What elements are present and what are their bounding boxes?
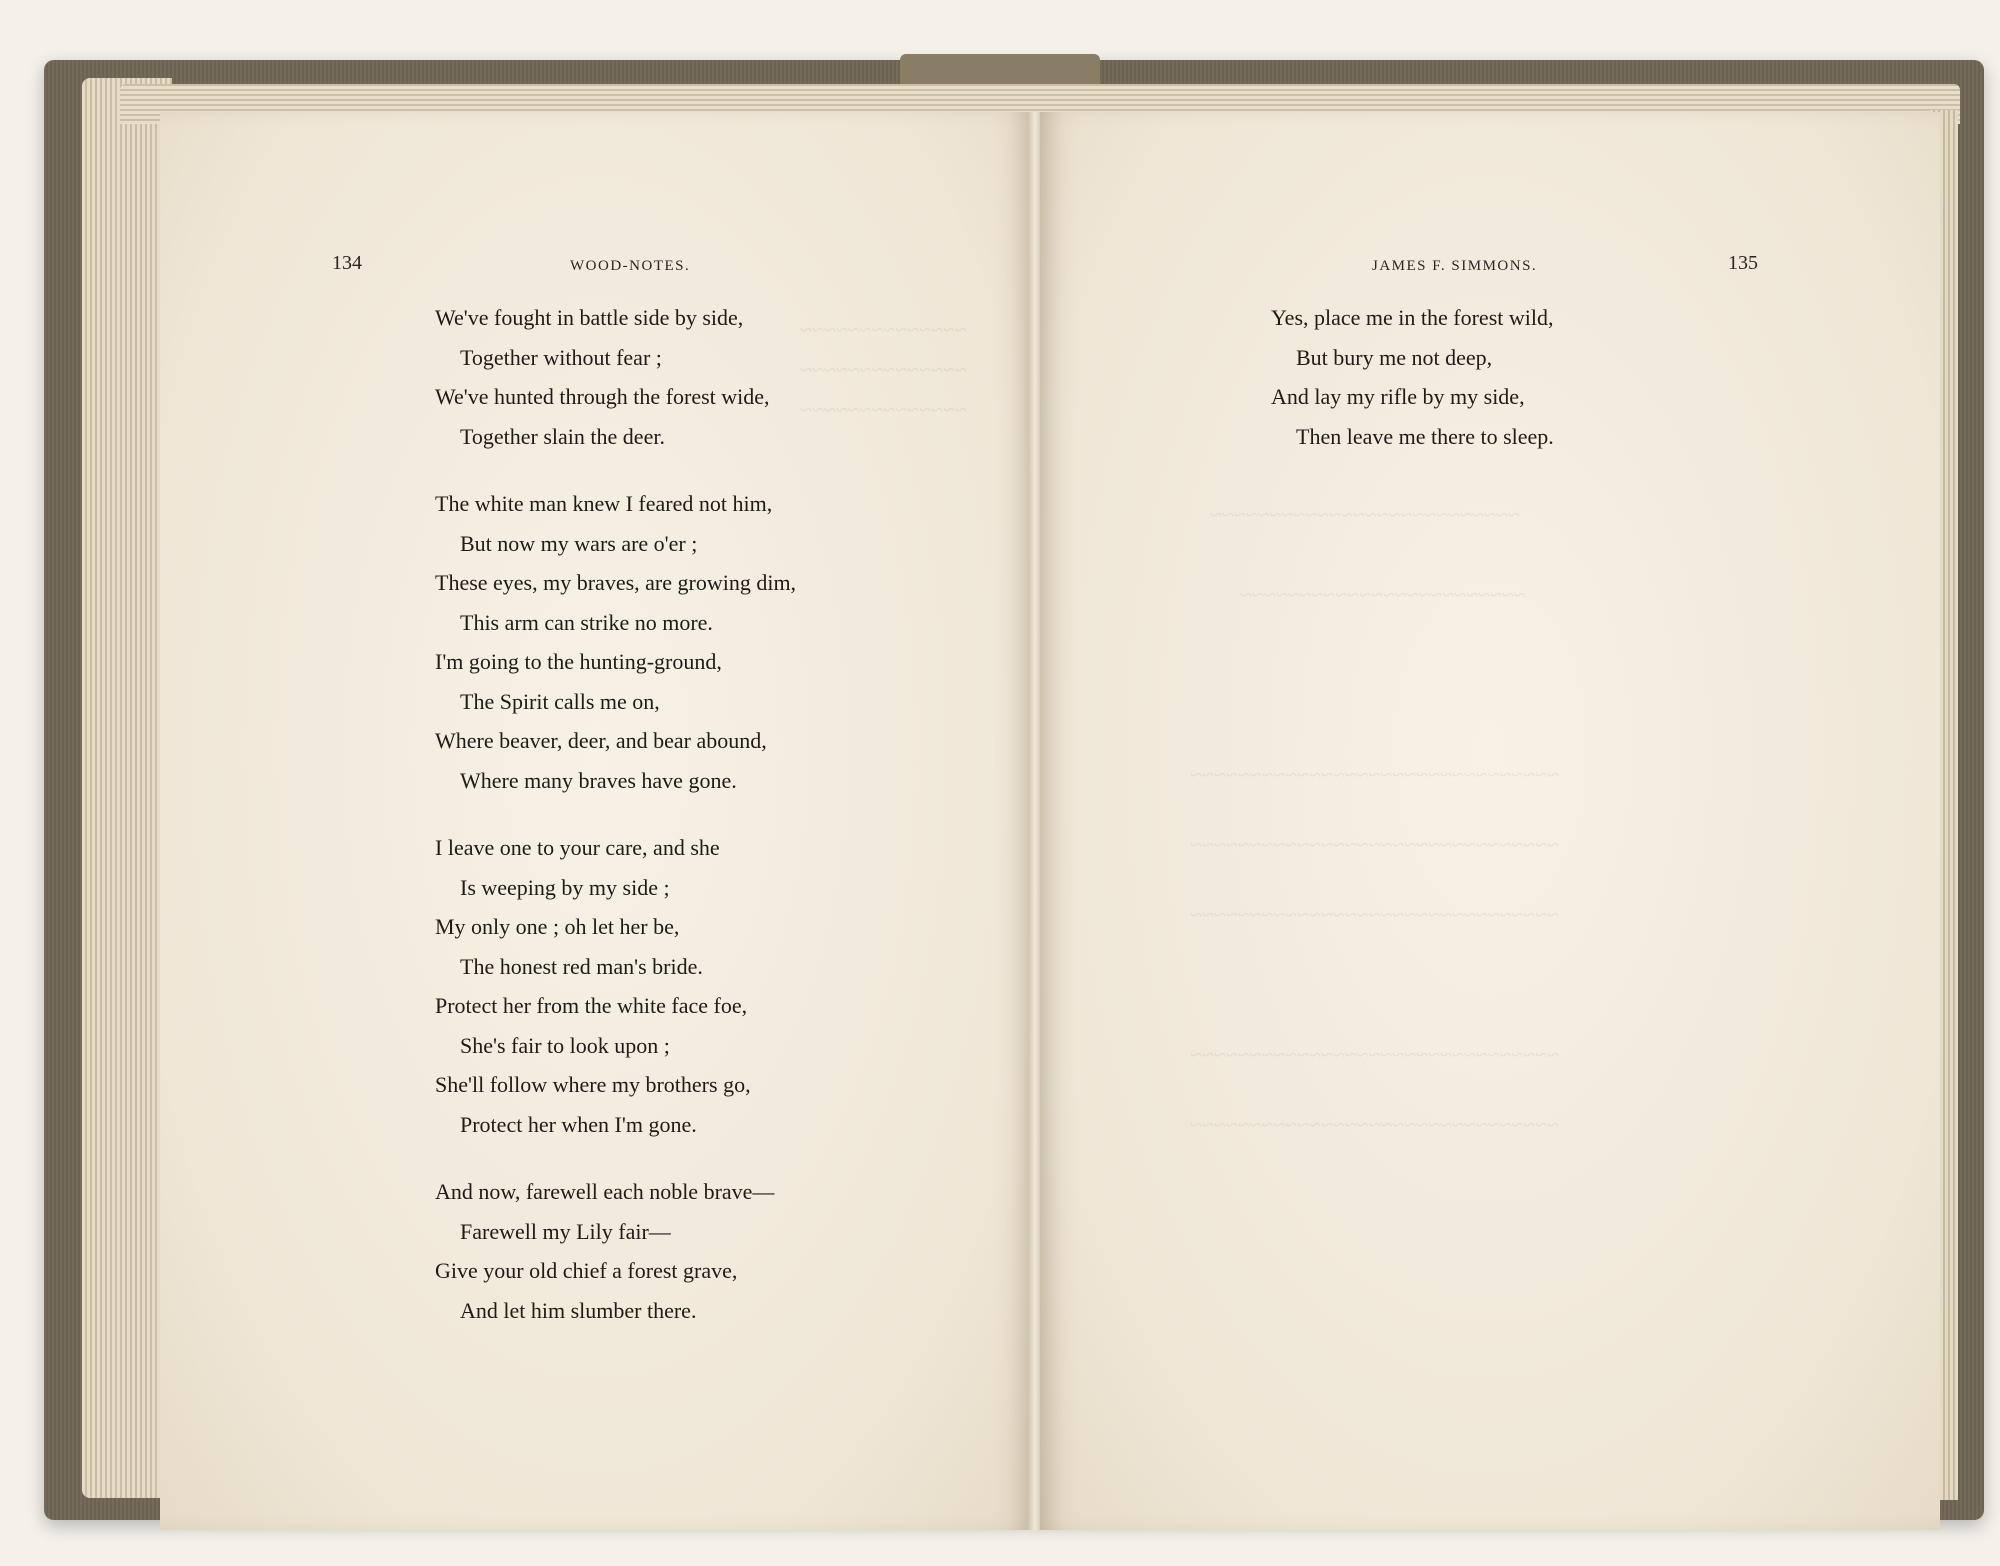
poem-line: The Spirit calls me on, bbox=[460, 688, 660, 714]
poem-line: I leave one to your care, and she bbox=[435, 835, 720, 860]
right-page bbox=[1040, 112, 1940, 1530]
bleed-through-text: ~~~~~~~~~~~~~~~~~~~~~~~~ bbox=[1240, 582, 1526, 607]
poem-line: Where many braves have gone. bbox=[460, 767, 737, 793]
bleed-through-text: ~~~~~~~~~~~~~~ bbox=[800, 357, 967, 382]
bleed-through-text: ~~~~~~~~~~~~~~~~~~~~~~~~~~~~~~~ bbox=[1190, 1042, 1559, 1067]
poem-line: Is weeping by my side ; bbox=[460, 874, 670, 900]
poem-line: And lay my rifle by my side, bbox=[1271, 384, 1525, 409]
poem-line: Farewell my Lily fair— bbox=[460, 1218, 671, 1244]
poem-line: This arm can strike no more. bbox=[460, 609, 713, 635]
poem-line: And now, farewell each noble brave— bbox=[435, 1179, 775, 1204]
poem-line: Then leave me there to sleep. bbox=[1296, 423, 1554, 449]
poem-line: We've fought in battle side by side, bbox=[435, 305, 744, 330]
poem-line: My only one ; oh let her be, bbox=[435, 914, 680, 939]
poem-line: Together without fear ; bbox=[460, 344, 662, 370]
right-page-number: 135 bbox=[1728, 252, 1758, 274]
left-running-head: WOOD-NOTES. bbox=[570, 258, 691, 274]
bleed-through-text: ~~~~~~~~~~~~~~~~~~~~~~~~~~~~~~~ bbox=[1190, 902, 1559, 927]
poem-line: Together slain the deer. bbox=[460, 423, 665, 449]
bleed-through-text: ~~~~~~~~~~~~~~ bbox=[800, 397, 967, 422]
poem-line: Yes, place me in the forest wild, bbox=[1271, 305, 1554, 330]
poem-line: But now my wars are o'er ; bbox=[460, 530, 698, 556]
poem-line: The white man knew I feared not him, bbox=[435, 491, 773, 516]
poem-line: We've hunted through the forest wide, bbox=[435, 384, 770, 409]
bleed-through-text: ~~~~~~~~~~~~~~~~~~~~~~~~~~~~~~~ bbox=[1190, 762, 1559, 787]
poem-line: She'll follow where my brothers go, bbox=[435, 1072, 751, 1097]
poem-line: But bury me not deep, bbox=[1296, 344, 1493, 370]
poem-line: Give your old chief a forest grave, bbox=[435, 1258, 738, 1283]
bleed-through-text: ~~~~~~~~~~~~~~~~~~~~~~~~~~~~~~~ bbox=[1190, 1112, 1559, 1137]
bleed-through-text: ~~~~~~~~~~~~~~~~~~~~~~~~~~~~~~~ bbox=[1190, 832, 1559, 857]
right-running-head: JAMES F. SIMMONS. bbox=[1372, 258, 1538, 274]
left-page-number: 134 bbox=[332, 252, 362, 274]
bleed-through-text: ~~~~~~~~~~~~~~~~~~~~~~~~~~ bbox=[1210, 502, 1520, 527]
poem-line: Protect her when I'm gone. bbox=[460, 1111, 697, 1137]
left-page bbox=[160, 112, 1032, 1530]
poem-line: I'm going to the hunting-ground, bbox=[435, 649, 722, 674]
poem-line: Protect her from the white face foe, bbox=[435, 993, 748, 1018]
poem-line: And let him slumber there. bbox=[460, 1297, 697, 1323]
poem-line: These eyes, my braves, are growing dim, bbox=[435, 570, 797, 595]
page-edges-left bbox=[82, 78, 172, 1498]
poem-line: The honest red man's bride. bbox=[460, 953, 703, 979]
poem-line: She's fair to look upon ; bbox=[460, 1032, 670, 1058]
bleed-through-text: ~~~~~~~~~~~~~~ bbox=[800, 317, 967, 342]
poem-line: Where beaver, deer, and bear abound, bbox=[435, 728, 767, 753]
